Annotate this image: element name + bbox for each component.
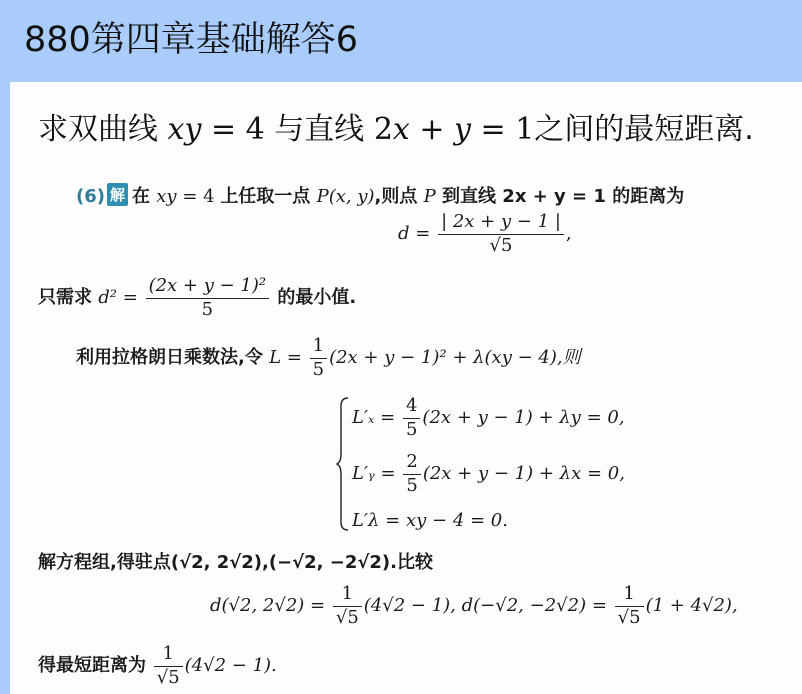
numerator: 1 [615,584,644,607]
fraction [438,212,564,256]
text: 只需求 [38,287,99,309]
fraction [154,644,183,688]
numerator: 1 [310,336,327,359]
math: L = [269,347,302,369]
system-row-3 [352,510,508,531]
fraction [615,584,644,628]
math: P [316,186,329,207]
text: 的最小值. [271,287,357,309]
solution-badge: 解 [107,183,128,206]
denominator: √5 [617,606,641,628]
problem-math: y [454,112,471,147]
math: d² = [98,287,138,309]
problem-text: 之间的最短距离. [534,112,754,147]
math: L′ᵧ = [352,463,396,485]
math: d = [398,223,431,245]
problem-math: x [392,112,410,147]
solution-line-1 [76,182,684,208]
problem-math: = 1 [471,112,535,147]
system-row-1 [352,396,625,440]
problem-math: + [409,112,455,147]
math: L′λ = xy − 4 = 0. [352,510,508,531]
problem-math: xy [167,112,202,147]
fraction [310,336,327,380]
fraction [333,584,362,628]
problem-text: 与直线 [274,112,374,147]
math: (4√2 − 1). [184,655,277,677]
math: (2x + y − 1)² + λ(xy − 4),则 [329,347,581,369]
denominator: √5 [335,606,359,628]
math: (x, y) [328,186,375,207]
text: 上任取一点 [220,186,317,207]
math: (2x + y − 1) + λy = 0, [422,407,625,429]
solution-line-3 [38,276,356,320]
denominator: √5 [489,234,513,256]
math: d(√2, 2√2) = [210,595,326,617]
math: (1 + 4√2), [645,595,738,617]
math: (4√2 − 1), d(−√2, −2√2) = [363,595,607,617]
denominator: 5 [406,474,418,496]
fraction [146,276,270,320]
text: ,则点 [374,186,424,207]
problem-text: 求双曲线 [38,112,168,147]
math: (2x + y − 1) + λx = 0, [422,463,625,485]
numerator: 1 [333,584,362,607]
solution-conclusion [38,644,277,688]
solution-line-4 [76,336,581,380]
numerator: 2 [403,452,420,475]
numerator: 4 [403,396,420,419]
math: xy [156,186,177,207]
left-brace [336,396,350,532]
page-title: 880第四章基础解答6 [24,20,359,60]
numerator: | 2x + y − 1 | [438,212,564,235]
distance-formula [398,212,572,256]
denominator: 5 [312,358,325,380]
denominator: 5 [201,298,214,320]
denominator: 5 [405,418,418,440]
math: P [423,186,436,207]
equation-system [336,396,666,532]
text: 在 [132,186,157,207]
punctuation: , [565,223,572,245]
comparison-line [210,584,738,628]
text: 解方程组,得驻点(√2, 2√2),(−√2, −2√2).比较 [38,552,433,573]
numerator: 1 [154,644,183,667]
system-row-2 [352,452,625,496]
problem-math: = 4 [201,112,275,147]
numerator: (2x + y − 1)² [146,276,270,299]
text: 得最短距离为 [38,655,146,677]
left-accent-strip [0,82,10,694]
math: L′ₓ = [352,407,396,429]
title-bar [0,0,802,82]
fraction [403,396,420,440]
denominator: √5 [156,666,180,688]
problem-math: 2 [373,112,393,147]
solution-number: (6) [76,186,105,207]
fraction [403,452,420,496]
problem-statement [38,104,754,148]
text: 到直线 2x + y = 1 的距离为 [435,186,685,207]
solution-line-5 [38,548,433,574]
text: 利用拉格朗日乘数法,令 [76,347,270,369]
math: = 4 [176,186,221,207]
